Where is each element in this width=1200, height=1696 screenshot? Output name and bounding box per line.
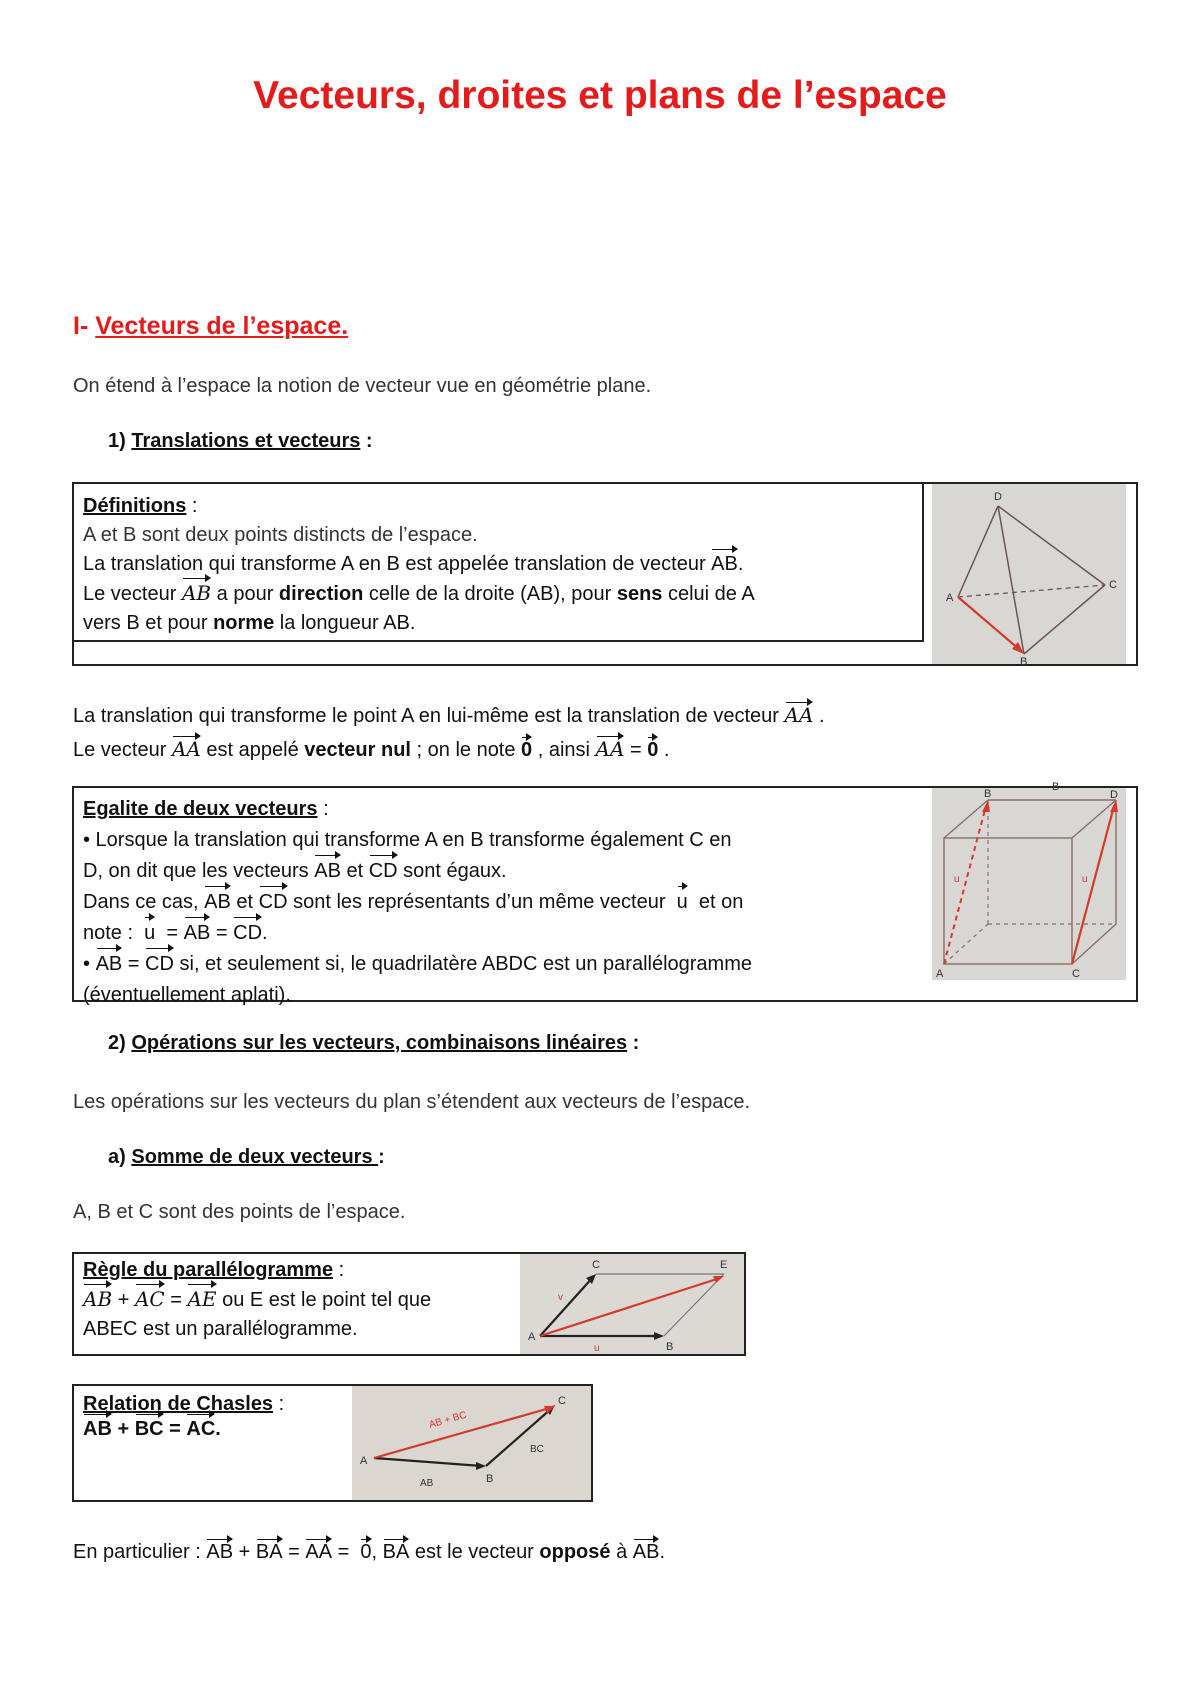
- label-v: v: [558, 1292, 563, 1303]
- vector-ab: AB: [96, 949, 123, 980]
- text: En particulier :: [73, 1541, 207, 1563]
- colon: :: [378, 1146, 385, 1168]
- text: Le vecteur: [73, 739, 172, 761]
- text: =: [164, 1289, 188, 1311]
- intro-paragraph: On étend à l’espace la notion de vecteur vue en géométrie plane.: [73, 375, 652, 397]
- subsection-1-heading: [108, 430, 373, 453]
- text: =: [122, 953, 146, 975]
- vector-cd: CD: [369, 856, 398, 887]
- text: =: [332, 1541, 355, 1563]
- heading-text: Egalite de deux vecteurs: [83, 798, 318, 820]
- word-oppose: opposé: [539, 1541, 611, 1563]
- vector-aa: AA: [171, 737, 201, 761]
- vector-ab: AB: [711, 550, 738, 579]
- zero-vector-line-2: Le vecteur AA est appelé vecteur nul ; on le note 0 , ainsi AA = 0 .: [73, 737, 670, 761]
- vector-aa: AA: [784, 703, 814, 727]
- text: Le vecteur: [83, 583, 182, 605]
- text: .: [262, 922, 268, 944]
- subsection-a-heading: [108, 1146, 385, 1169]
- label-e: E: [720, 1259, 728, 1271]
- label-a: A: [936, 968, 944, 980]
- section-number: I-: [73, 312, 89, 340]
- label-u-right: u: [1082, 874, 1088, 885]
- text: celle de la droite (AB), pour: [363, 583, 617, 605]
- colon: :: [360, 430, 373, 452]
- page-title: Vecteurs, droites et plans de l’espace: [253, 74, 947, 117]
- vector-ba: BA: [255, 1541, 283, 1563]
- text: , ainsi: [532, 739, 596, 761]
- label-c: C: [592, 1259, 600, 1271]
- vector-cd: CD: [145, 949, 174, 980]
- section-title: Vecteurs de l’espace.: [95, 312, 349, 340]
- colon: :: [627, 1032, 640, 1054]
- subsection-number: 1): [108, 430, 126, 452]
- text: .: [659, 1541, 666, 1563]
- label-b: B: [1020, 656, 1028, 668]
- operations-intro: Les opérations sur les vecteurs du plan s’étendent aux vecteurs de l’espace.: [73, 1091, 751, 1113]
- def-line-4: [83, 609, 922, 638]
- definitions-box: [72, 482, 924, 642]
- vector-ab: AB: [632, 1541, 660, 1563]
- text: la longueur AB.: [274, 612, 416, 634]
- label-bc: BC: [530, 1444, 544, 1455]
- text: =: [210, 922, 234, 944]
- vector-aa: AA: [595, 737, 625, 761]
- text: Dans ce cas,: [83, 891, 205, 913]
- colon: :: [186, 495, 198, 517]
- particular-case-line: [73, 1540, 665, 1564]
- vector-aa: AA: [305, 1541, 333, 1563]
- text: sont les représentants d’un même vecteur: [287, 891, 672, 913]
- parallelogram-svg: [520, 1254, 744, 1354]
- label-c: C: [1109, 579, 1117, 591]
- chasles-svg: [352, 1386, 591, 1500]
- label-a: A: [360, 1455, 368, 1467]
- text: note :: [83, 922, 139, 944]
- subsection-number: 2): [108, 1032, 126, 1054]
- text: +: [111, 1418, 135, 1440]
- zero-vector: 0: [360, 1541, 372, 1563]
- text: =: [160, 922, 184, 944]
- text: •: [83, 953, 96, 975]
- subsection-title: Opérations sur les vecteurs, combinaisons linéaires: [131, 1032, 628, 1054]
- label-b: B: [666, 1341, 674, 1353]
- vector-ab: AB: [206, 1541, 234, 1563]
- text: si, et seulement si, le quadrilatère ABDC est un parallélogramme: [173, 953, 752, 975]
- text: vers B et pour: [83, 612, 214, 634]
- parallelogram-figure: [520, 1254, 744, 1354]
- word-norme: norme: [213, 612, 275, 634]
- text: ,: [371, 1541, 383, 1563]
- vector-u: u: [144, 918, 155, 949]
- zero-vector-line-1: [73, 703, 825, 728]
- text: ou E est le point tel que: [216, 1289, 432, 1311]
- vector-cd: CD: [259, 887, 288, 918]
- label-sum: AB + BC: [427, 1409, 468, 1431]
- text: est le vecteur: [409, 1541, 540, 1563]
- text: =: [624, 739, 648, 761]
- vector-ac: AC: [186, 1415, 215, 1444]
- word-sens: sens: [616, 583, 663, 605]
- eq-line-1: • Lorsque la translation qui transforme A en B transforme également C en: [83, 829, 732, 851]
- label-d: D: [1110, 789, 1118, 801]
- vector-ab: AB: [204, 887, 231, 918]
- def-line-3: [83, 579, 922, 609]
- text: sont égaux.: [397, 860, 507, 882]
- subsection-2-heading: [108, 1032, 639, 1055]
- definitions-heading: [83, 492, 922, 521]
- text: a pour: [211, 583, 279, 605]
- text: +: [233, 1541, 256, 1563]
- def-line-1: A et B sont deux points distincts de l’espace.: [83, 524, 478, 546]
- zero-vector: 0: [521, 739, 533, 761]
- text: celui de A: [662, 583, 755, 605]
- vector-ab-italic: AB: [182, 579, 211, 608]
- vector-ac: AC: [135, 1285, 165, 1314]
- tetrahedron-svg: [932, 484, 1126, 668]
- vector-bc: BC: [135, 1415, 164, 1444]
- vector-ab: AB: [184, 918, 211, 949]
- points-intro: A, B et C sont des points de l’espace.: [73, 1201, 406, 1223]
- heading-text: Relation de Chasles: [83, 1393, 274, 1415]
- section-heading: [73, 312, 348, 341]
- colon: :: [317, 798, 329, 820]
- colon: :: [273, 1393, 285, 1415]
- vector-cd: CD: [233, 918, 262, 949]
- label-c: C: [1072, 968, 1080, 980]
- label-ab: AB: [420, 1478, 434, 1489]
- vector-ab: AB: [83, 1415, 112, 1444]
- text: +: [112, 1289, 135, 1311]
- vector-ab: AB: [314, 856, 341, 887]
- text: La translation qui transforme le point A en lui-même est la translation de vecteur: [73, 705, 785, 727]
- zero-vector: 0: [647, 739, 659, 761]
- label-c: C: [558, 1395, 566, 1407]
- colon: :: [333, 1259, 345, 1281]
- text: =: [163, 1418, 187, 1440]
- heading-text: Définitions: [83, 495, 187, 517]
- cube-svg: [932, 781, 1126, 980]
- text: =: [282, 1541, 306, 1563]
- word-direction: direction: [278, 583, 364, 605]
- text: .: [215, 1418, 221, 1440]
- subsection-title: Translations et vecteurs: [131, 430, 361, 452]
- text: La translation qui transforme A en B est appelée translation de vecteur: [83, 553, 712, 575]
- parallelogram-line-2: ABEC est un parallélogramme.: [83, 1318, 358, 1340]
- text: et on: [693, 891, 744, 913]
- vector-ba: BA: [382, 1541, 410, 1563]
- text: et: [340, 860, 369, 882]
- text: ; on le note: [410, 739, 522, 761]
- label-a: A: [528, 1331, 536, 1343]
- text: .: [813, 705, 825, 727]
- word-vecteur-nul: vecteur nul: [304, 739, 411, 761]
- text: D, on dit que les vecteurs: [83, 860, 315, 882]
- subsection-number: a): [108, 1146, 126, 1168]
- label-d: D: [994, 491, 1002, 503]
- vector-ab: AB: [83, 1285, 112, 1314]
- text: est appelé: [200, 739, 305, 761]
- label-b: B: [984, 788, 992, 800]
- label-u: u: [594, 1343, 600, 1354]
- vector-u: u: [677, 887, 688, 918]
- subsection-title: Somme de deux vecteurs: [131, 1146, 379, 1168]
- vector-ae: AE: [187, 1285, 216, 1314]
- label-b: B: [486, 1473, 494, 1485]
- heading-text: Règle du parallélogramme: [83, 1259, 334, 1281]
- label-a: A: [946, 592, 954, 604]
- label-u-left: u: [954, 874, 960, 885]
- text: à: [610, 1541, 633, 1563]
- eq-line-6: (éventuellement aplati).: [83, 984, 291, 1006]
- cube-figure: [932, 781, 1126, 980]
- tetrahedron-figure: [932, 484, 1126, 668]
- dot: .: [737, 553, 744, 575]
- text: et: [230, 891, 259, 913]
- chasles-figure: [352, 1386, 591, 1500]
- label-b-top: B: [1052, 781, 1060, 793]
